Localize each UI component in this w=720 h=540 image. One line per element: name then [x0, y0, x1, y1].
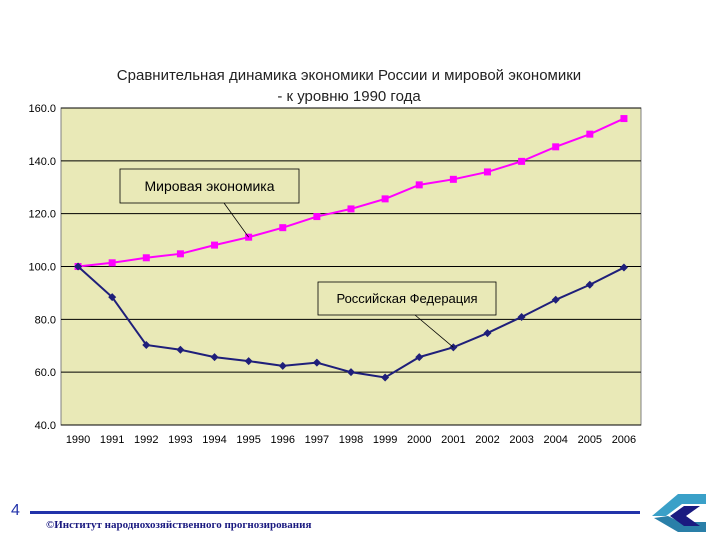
y-tick-label: 120.0 — [28, 208, 56, 221]
x-tick-label: 1998 — [338, 434, 364, 446]
callout-label-world-economy: Мировая экономика — [144, 178, 275, 195]
x-tick-label: 1992 — [134, 434, 159, 446]
data-point-world-economy — [382, 195, 389, 202]
callout-label-russian-federation: Российская Федерация — [336, 291, 478, 307]
x-tick-label: 2002 — [475, 434, 500, 446]
x-tick-label: 2001 — [441, 434, 466, 446]
x-tick-label: 2003 — [509, 434, 534, 446]
page-number: 4 — [11, 502, 20, 519]
y-tick-label: 100.0 — [28, 261, 56, 274]
x-tick-label: 1997 — [304, 434, 330, 446]
data-point-world-economy — [484, 168, 491, 175]
data-point-world-economy — [450, 176, 457, 183]
data-point-world-economy — [109, 259, 116, 266]
data-point-world-economy — [177, 250, 184, 257]
data-point-world-economy — [211, 242, 218, 249]
footer-divider — [30, 511, 640, 514]
chart-title-line-1: Сравнительная динамика экономики России и мировой экономики — [116, 67, 582, 84]
y-tick-label: 140.0 — [28, 155, 56, 168]
x-tick-label: 1993 — [168, 434, 193, 446]
x-tick-label: 1990 — [65, 434, 91, 446]
y-tick-label: 160.0 — [28, 103, 56, 115]
y-tick-label: 60.0 — [34, 367, 56, 380]
data-point-world-economy — [586, 131, 593, 138]
data-point-world-economy — [620, 115, 627, 122]
data-point-world-economy — [279, 224, 286, 231]
x-tick-label: 2006 — [611, 434, 637, 446]
x-tick-label: 1996 — [270, 434, 296, 446]
data-point-world-economy — [518, 158, 525, 165]
data-point-world-economy — [143, 254, 150, 261]
y-tick-label: 40.0 — [34, 420, 56, 432]
y-tick-label: 80.0 — [34, 314, 56, 327]
x-tick-label: 2004 — [543, 434, 568, 446]
x-tick-label: 1999 — [372, 434, 398, 446]
data-point-world-economy — [416, 181, 423, 188]
institute-logo-icon — [648, 488, 712, 538]
x-tick-label: 1994 — [202, 434, 227, 446]
x-tick-label: 2005 — [577, 434, 603, 446]
data-point-world-economy — [348, 205, 355, 212]
x-tick-label: 1995 — [236, 434, 261, 446]
chart-title-line-2: - к уровню 1990 года — [277, 88, 421, 105]
x-tick-label: 2000 — [406, 434, 432, 446]
y-axis-ticks — [28, 103, 56, 432]
footer-copyright: ©Институт народнохозяйственного прогнозирования — [46, 519, 312, 531]
data-point-world-economy — [552, 143, 559, 150]
x-axis-ticks — [66, 434, 636, 446]
x-tick-label: 1991 — [99, 434, 125, 446]
data-point-world-economy — [313, 213, 320, 220]
